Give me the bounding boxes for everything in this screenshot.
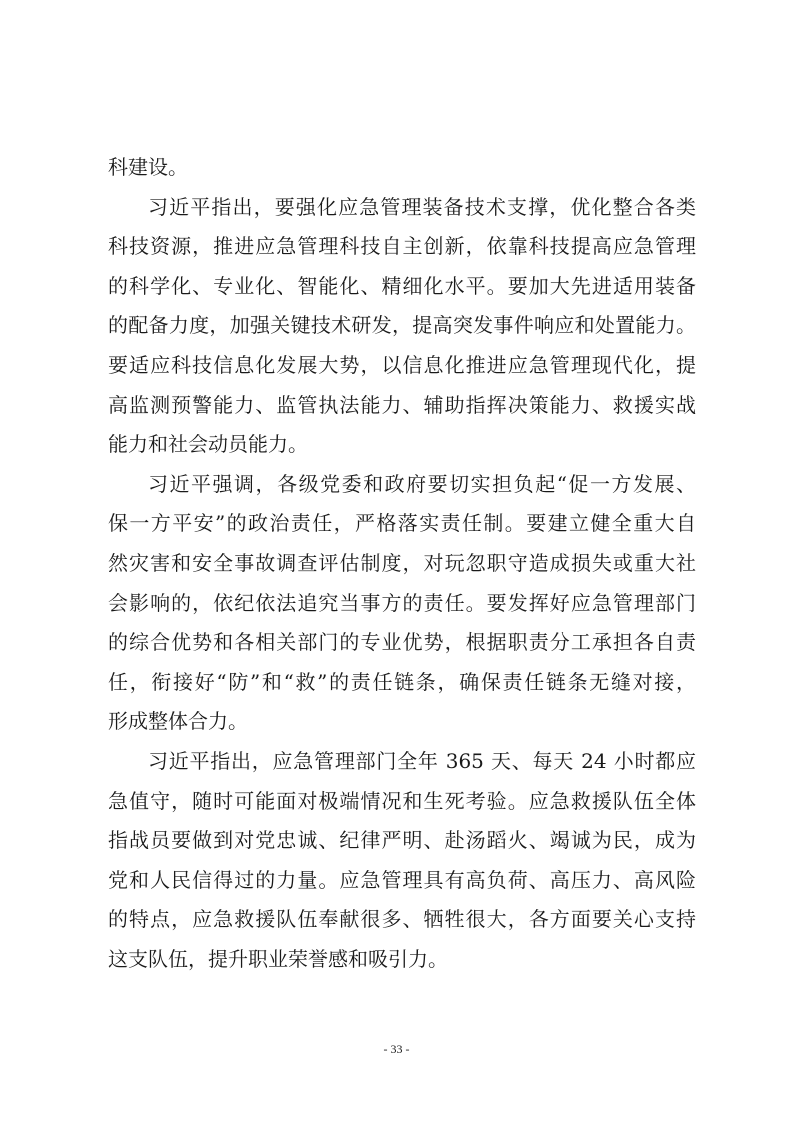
- text-line: 任，衔接好“防”和“救”的责任链条，确保责任链条无缝对接，: [108, 669, 696, 694]
- text-line: 要适应科技信息化发展大势，以信息化推进应急管理现代化，提: [108, 352, 696, 377]
- text-line: 能力和社会动员能力。: [108, 432, 308, 457]
- text-line: 然灾害和安全事故调查评估制度，对玩忽职守造成损失或重大社: [108, 550, 696, 575]
- text-line: 高监测预警能力、监管执法能力、辅助指挥决策能力、救援实战: [108, 392, 696, 417]
- page-number: - 33 -: [383, 1042, 410, 1056]
- text-line: 的综合优势和各相关部门的专业优势，根据职责分工承担各自责: [108, 630, 696, 655]
- text-line: 的配备力度，加强关键技术研发，提高突发事件响应和处置能力。: [108, 313, 696, 338]
- text-line: 会影响的，依纪依法追究当事方的责任。要发挥好应急管理部门: [108, 590, 696, 615]
- text-line: 这支队伍，提升职业荣誉感和吸引力。: [108, 946, 448, 971]
- text-line: 保一方平安”的政治责任，严格落实责任制。要建立健全重大自: [108, 511, 696, 536]
- text-line: 的特点，应急救援队伍奉献很多、牺牲很大，各方面要关心支持: [108, 907, 696, 932]
- text-line: 急值守，随时可能面对极端情况和生死考验。应急救援队伍全体: [108, 788, 696, 813]
- text-line: 习近平指出，应急管理部门全年 365 天、每天 24 小时都应: [148, 748, 696, 773]
- text-line: 指战员要做到对党忠诚、纪律严明、赴汤蹈火、竭诚为民，成为: [108, 828, 696, 853]
- text-line: 党和人民信得过的力量。应急管理具有高负荷、高压力、高风险: [108, 867, 696, 892]
- text-line: 形成整体合力。: [108, 709, 248, 734]
- text-line: 科技资源，推进应急管理科技自主创新，依靠科技提高应急管理: [108, 234, 696, 259]
- text-line: 的科学化、专业化、智能化、精细化水平。要加大先进适用装备: [108, 273, 696, 298]
- text-line: 习近平强调，各级党委和政府要切实担负起“促一方发展、: [148, 471, 696, 496]
- text-line: 科建设。: [108, 155, 188, 179]
- text-line: 习近平指出，要强化应急管理装备技术支撑，优化整合各类: [148, 194, 696, 219]
- body-text: [108, 148, 696, 979]
